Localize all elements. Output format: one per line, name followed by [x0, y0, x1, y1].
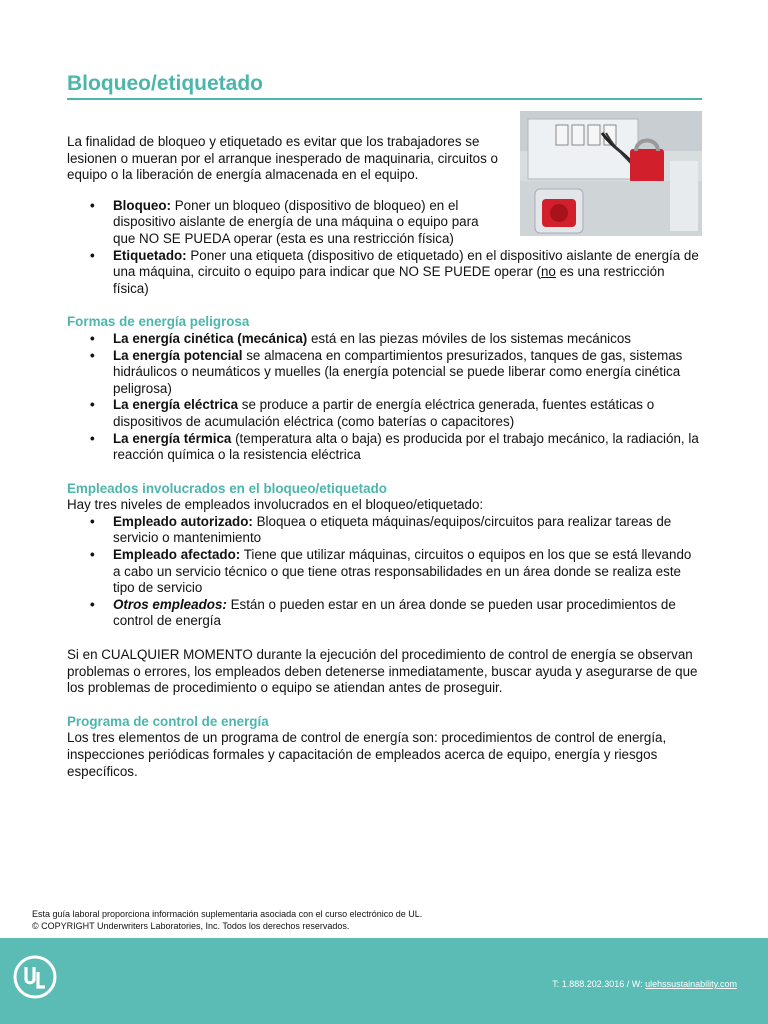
- definitions-list: [67, 198, 702, 298]
- energy-text: se produce a partir de energía eléctrica generada, fuentes estáticas o dispositivos de acumulación eléctrica (como baterías o capacitores): [113, 397, 655, 429]
- employee-text: Están o pueden estar en un área donde se pueden usar procedimientos de control de energía: [113, 596, 676, 629]
- definition-term: Bloqueo:: [113, 197, 172, 213]
- intro-paragraph: La finalidad de bloqueo y etiquetado es evitar que los trabajadores se lesionen o mueran por el arranque inesperado de maquinaria, circuitos o equipo o la liberación de energía almacenada en el equipo.: [67, 134, 498, 183]
- energy-term: La energía potencial: [113, 347, 243, 363]
- closing-paragraph: Si en CUALQUIER MOMENTO durante la ejecución del procedimiento de control de energía se observan problemas o errores, los empleados deben detenerse inmediatamente, buscar ayuda y asegurarse de que los problemas de procedimiento o equipo se atiendan antes de proseguir.: [67, 647, 698, 696]
- list-item: [67, 198, 481, 248]
- energy-term: La energía cinética (mecánica): [113, 330, 308, 346]
- underlined-word: no: [540, 264, 556, 280]
- bullet-icon: •: [90, 247, 95, 263]
- employees-list: [67, 514, 702, 630]
- employee-text: Bloquea o etiqueta máquinas/equipos/circuitos para realizar tareas de servicio o mantenimiento: [113, 513, 672, 546]
- copyright-line: © COPYRIGHT Underwriters Laboratories, Inc. Todos los derechos reservados.: [32, 921, 350, 931]
- bullet-icon: •: [90, 347, 95, 363]
- main-content: [67, 134, 702, 780]
- employee-text: Tiene que utilizar máquinas, circuitos o equipos en los que se está llevando a cabo un servicio técnico o que tiene otras responsabilidades en un área donde se realiza este tipo de servicio: [113, 547, 692, 596]
- energy-term: La energía térmica: [113, 430, 232, 446]
- bullet-icon: •: [90, 547, 95, 563]
- list-item: [67, 348, 702, 398]
- definition-text-after: es una restricción física): [113, 264, 665, 296]
- energy-text: está en las piezas móviles de los sistemas mecánicos: [307, 330, 631, 346]
- employee-term: Empleado afectado:: [113, 547, 241, 563]
- section-heading-program: Programa de control de energía: [67, 713, 269, 729]
- employees-lead: Hay tres niveles de empleados involucrados en el bloqueo/etiquetado:: [67, 497, 484, 513]
- footnote: [32, 908, 632, 932]
- title-divider: [67, 98, 702, 100]
- contact-phone: T: 1.888.202.3016 / W:: [552, 979, 646, 989]
- definition-term: Etiquetado:: [113, 247, 187, 263]
- footnote-line: Esta guía laboral proporciona información suplementaria asociada con el curso electrónico de UL.: [32, 909, 423, 919]
- bullet-icon: •: [90, 330, 95, 346]
- energy-term: La energía eléctrica: [113, 397, 239, 413]
- list-item: [67, 397, 702, 430]
- bullet-icon: •: [90, 197, 95, 213]
- program-paragraph: Los tres elementos de un programa de control de energía son: procedimientos de control de energía, inspecciones periódicas formales y capacitación de empleados acerca de equipo, energía y riesgos específicos.: [67, 730, 667, 779]
- definition-text: Poner una etiqueta (dispositivo de etiquetado) en el dispositivo aislante de energía de una máquina, circuito o equipo para indicar que NO SE PUEDE operar (: [113, 247, 699, 280]
- bullet-icon: •: [90, 596, 95, 612]
- energy-list: [67, 331, 702, 464]
- employee-term: Empleado autorizado:: [113, 513, 253, 529]
- bullet-icon: •: [90, 397, 95, 413]
- energy-text: se almacena en compartimientos presurizados, tanques de gas, sistemas hidráulicos o neumáticos y muelles (la energía potencial se puede liberar como energía cinética peligrosa): [113, 347, 683, 396]
- bullet-icon: •: [90, 513, 95, 529]
- list-item: [67, 331, 702, 348]
- ul-logo-icon: [12, 954, 58, 1000]
- list-item: [67, 248, 702, 298]
- section-heading-employees: Empleados involucrados en el bloqueo/etiquetado: [67, 480, 387, 496]
- employee-term: Otros empleados:: [113, 596, 227, 612]
- energy-text: (temperatura alta o baja) es producida por el trabajo mecánico, la radiación, la reacción química o la resistencia eléctrica: [113, 430, 699, 463]
- definition-text: Poner un bloqueo (dispositivo de bloqueo) en el dispositivo aislante de energía de una máquina o equipo para que NO SE PUEDA operar (esta es una restricción física): [113, 197, 479, 246]
- contact-info: [552, 978, 737, 990]
- website-link[interactable]: ulehssustainability.com: [645, 979, 737, 989]
- footer-bar: [0, 938, 768, 1024]
- list-item: [67, 547, 702, 597]
- list-item: [67, 431, 702, 464]
- list-item: [67, 514, 702, 547]
- list-item: [67, 597, 702, 630]
- page-title: Bloqueo/etiquetado: [67, 72, 263, 95]
- section-heading-energy: Formas de energía peligrosa: [67, 314, 250, 330]
- bullet-icon: •: [90, 430, 95, 446]
